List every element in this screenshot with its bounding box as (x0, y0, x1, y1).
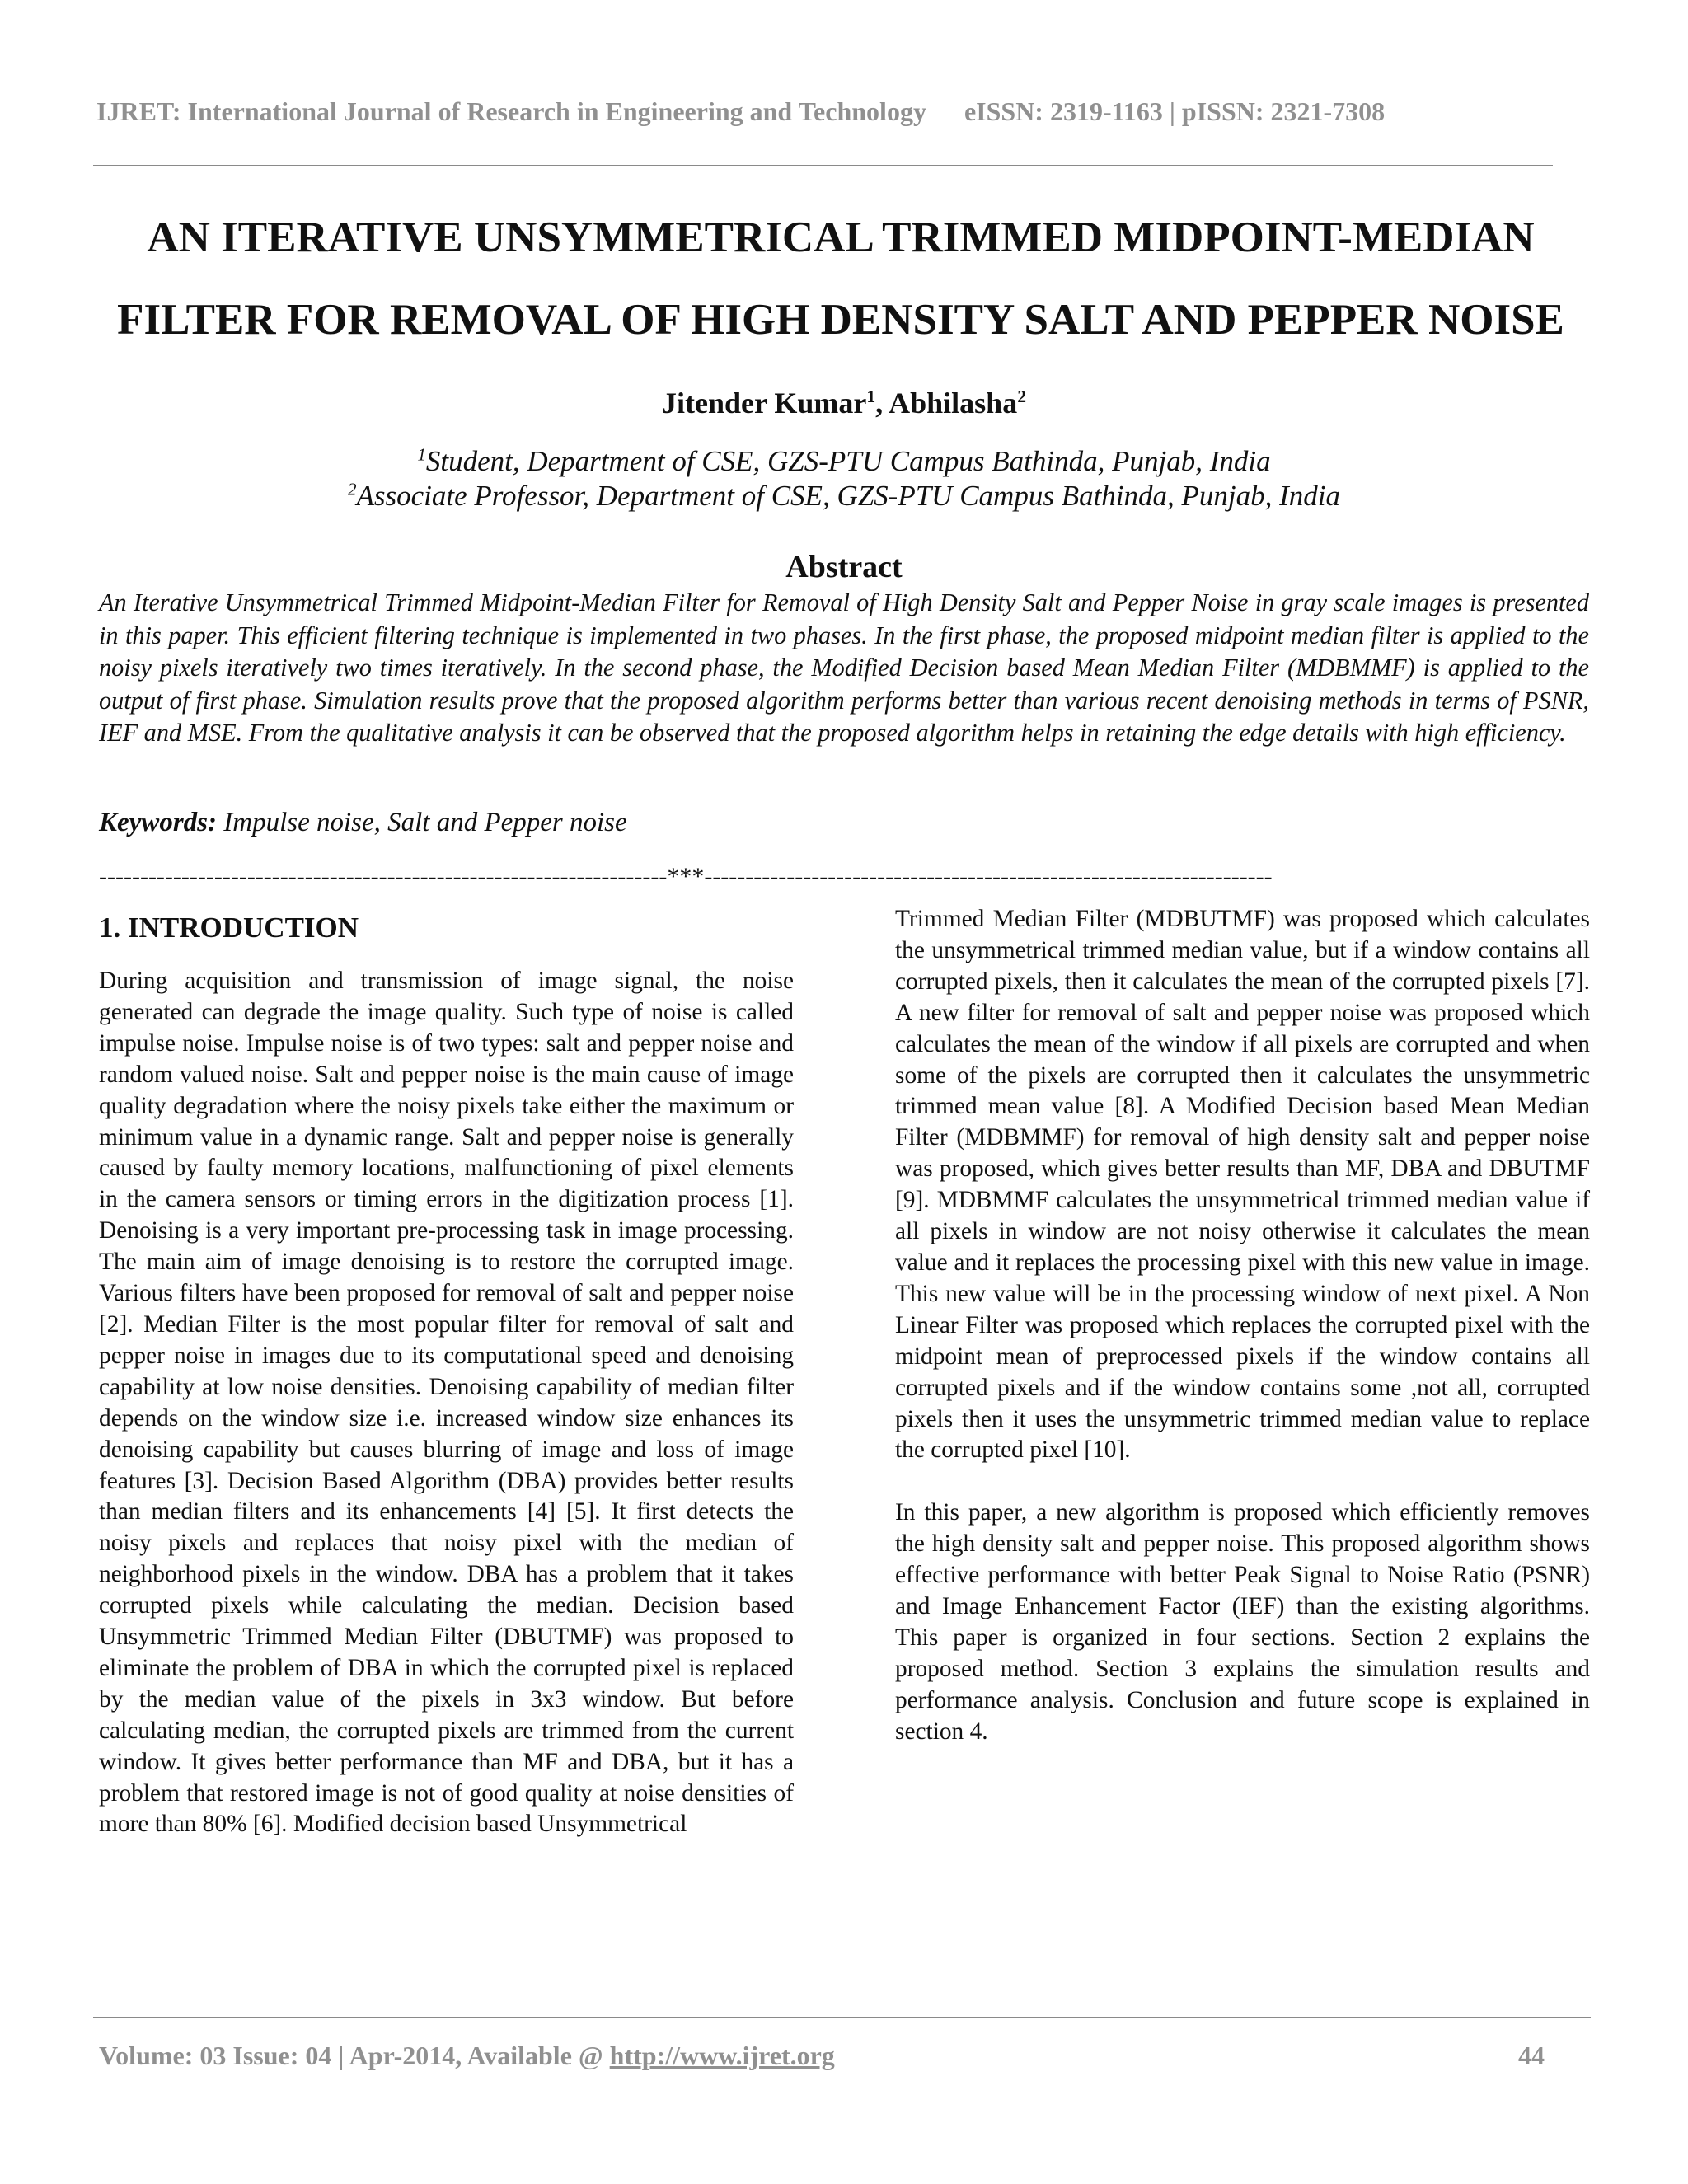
author-superscript: 2 (1017, 387, 1026, 406)
abstract-heading: Abstract (785, 550, 903, 584)
abstract-body: An Iterative Unsymmetrical Trimmed Midpoint-Median Filter for Removal of High Density Salt and Pepper Noise in gray scale images is presented in this paper. This efficient filtering technique is implemented in two phases. In the first phase, the proposed midpoint median filter is applied to the noisy pixels iteratively two times iteratively. In the second phase, the Modified Decision based Mean Median Filter (MDBMMF) is applied to the output of first phase. Simulation results prove that the proposed algorithm performs better than various recent denoising methods in terms of PSNR, IEF and MSE. From the qualitative analysis it can be observed that the proposed algorithm helps in retaining the edge details with high efficiency. (99, 588, 1589, 747)
journal-name: IJRET: International Journal of Research in Engineering and Technology (96, 96, 926, 126)
body-paragraph: During acquisition and transmission of image signal, the noise generated can degrade the image quality. Such type of noise is called impulse noise. Impulse noise is of two types: salt and pepper noise and random valued noise. Salt and pepper noise is the main cause of image quality degradation where the noisy pixels take either the maximum or minimum value in a dynamic range. Salt and pepper noise is generally caused by faulty memory locations, malfunctioning of pixel elements in the camera sensors or timing errors in the digitization process [1]. Denoising is a very important pre-processing task in image processing. The main aim of image denoising is to restore the corrupted image. Various filters have been proposed for removal of salt and pepper noise [2]. Median Filter is the most popular filter for removal of salt and pepper noise in images due to its computational speed and denoising capability at low noise densities. Denoising capability of median filter depends on the window size i.e. increased window size enhances its denoising capability but causes blurring of image and loss of image features [3]. Decision Based Algorithm (DBA) provides better results than median filters and its enhancements [4] [5]. It first detects the noisy pixels and replaces that noisy pixel with the median of neighborhood pixels in the window. DBA has a problem that it takes corrupted pixels while calculating the median. Decision based Unsymmetric Trimmed Median Filter (DBUTMF) was proposed to eliminate the problem of DBA in which the corrupted pixel is replaced by the median value of the pixels in 3x3 window. But before calculating median, the corrupted pixels are trimmed from the current window. It gives better performance than MF and DBA, but it has a problem that restored image is not of good quality at noise densities of more than 80% [6]. Modified decision based Unsymmetrical (99, 968, 794, 1838)
affiliation (0, 445, 1688, 478)
author-separator: , (875, 387, 889, 419)
affiliation-text: Student, Department of CSE, GZS-PTU Campus Bathinda, Punjab, India (425, 445, 1271, 477)
author-name: Abhilasha (889, 387, 1018, 419)
affiliation-superscript: 1 (417, 444, 426, 465)
author-name: Jitender Kumar (662, 387, 867, 419)
footer-divider (93, 2017, 1591, 2018)
header-divider (93, 165, 1553, 166)
body-paragraph: In this paper, a new algorithm is proposed which efficiently removes the high density salt and pepper noise. This proposed algorithm shows effective performance with better Peak Signal to Noise Ratio (PSNR) and Image Enhancement Factor (IEF) than the existing algorithms. This paper is organized in four sections. Section 2 explains the proposed method. Section 3 explains the simulation results and performance analysis. Conclusion and future scope is explained in section 4. (895, 1499, 1590, 1745)
affiliation-text: Associate Professor, Department of CSE, GZS-PTU Campus Bathinda, Punjab, India (356, 480, 1341, 512)
keywords-label: Keywords: (99, 808, 217, 837)
journal-header (96, 96, 1592, 127)
right-column (895, 904, 1590, 1747)
journal-issn: eISSN: 2319-1163 | pISSN: 2321-7308 (964, 96, 1386, 126)
footer-citation (99, 2041, 835, 2071)
paragraph-gap (895, 1466, 1590, 1497)
footer-volume: Volume: 03 Issue: 04 | Apr-2014, Available @ (99, 2041, 610, 2070)
keywords-text: Impulse noise, Salt and Pepper noise (217, 808, 627, 837)
affiliation (0, 480, 1688, 513)
journal-link[interactable]: http://www.ijret.org (609, 2041, 835, 2070)
paper-title (66, 196, 1615, 361)
page-number: 44 (1518, 2041, 1545, 2070)
left-column (99, 966, 794, 1840)
author-list (0, 386, 1688, 420)
section-heading: 1. INTRODUCTION (99, 912, 359, 944)
title-line-1: AN ITERATIVE UNSYMMETRICAL TRIMMED MIDPOINT-MEDIAN (147, 213, 1535, 261)
section-separator: ---------------------------------------------------------------------***--------------------------------------------------------------------- (99, 863, 1273, 890)
title-line-2: FILTER FOR REMOVAL OF HIGH DENSITY SALT AND PEPPER NOISE (117, 296, 1564, 344)
author-superscript: 1 (866, 387, 876, 406)
keywords (99, 808, 627, 838)
affiliation-superscript: 2 (347, 479, 357, 499)
body-paragraph: Trimmed Median Filter (MDBUTMF) was proposed which calculates the unsymmetrical trimmed median value, but if a window contains all corrupted pixels, then it calculates the mean of the corrupted pixels [7]. A new filter for removal of salt and pepper noise was proposed which calculates the mean of the window if all pixels are corrupted and when some of the pixels are corrupted then it calculates the unsymmetric trimmed mean value [8]. A Modified Decision based Mean Median Filter (MDBMMF) for removal of high density salt and pepper noise was proposed, which gives better results than MF, DBA and DBUTMF [9]. MDBMMF calculates the unsymmetrical trimmed median value if all pixels in window are not noisy otherwise it calculates the mean value and it replaces the processing pixel with this new value in image. This new value will be in the processing window of next pixel. A Non Linear Filter was proposed which replaces the corrupted pixel with the midpoint mean of preprocessed pixels if the window contains all corrupted pixels and if the window contains some ,not all, corrupted pixels then it uses the unsymmetric trimmed median value to replace the corrupted pixel [10]. (895, 906, 1590, 1464)
